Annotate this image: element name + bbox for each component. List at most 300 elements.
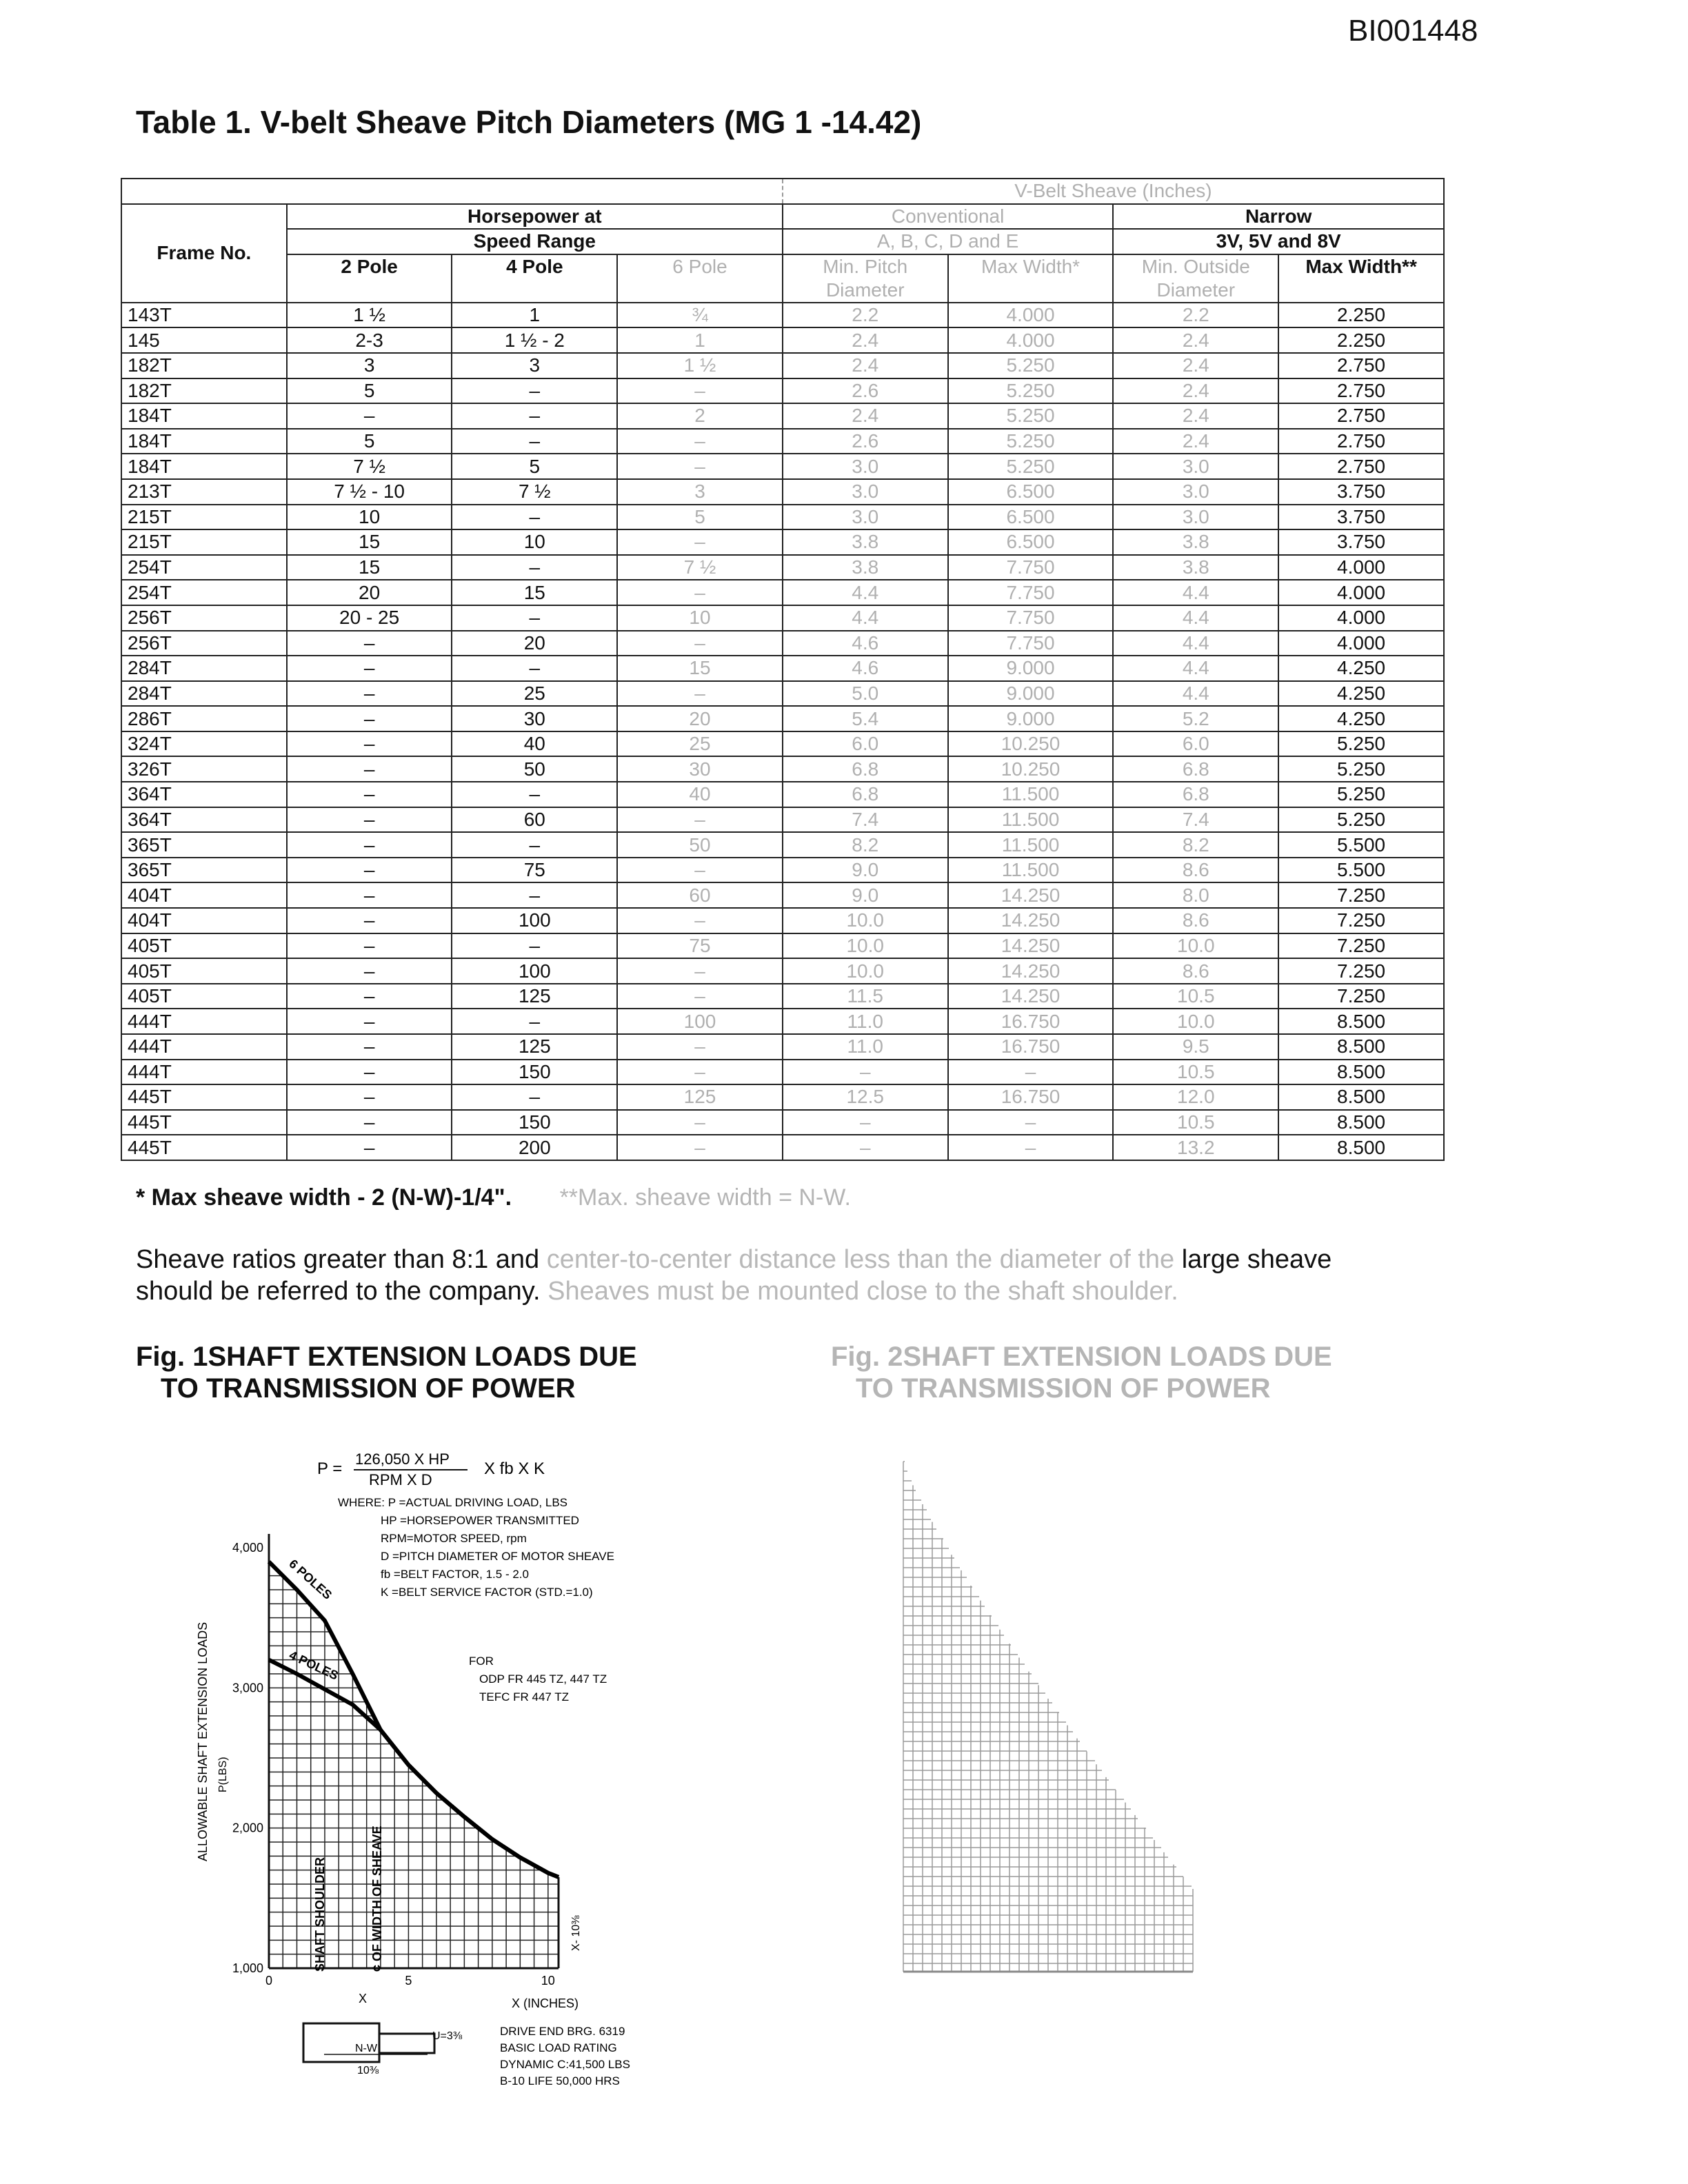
cell-min-pitch: 2.4: [783, 403, 948, 429]
formula-rhs: X fb X K: [484, 1459, 545, 1478]
table-row: [121, 958, 1444, 984]
cell-max-width-conv: –: [948, 1110, 1114, 1135]
cell-min-outside: 6.8: [1113, 782, 1278, 807]
cell-min-outside: 10.0: [1113, 1009, 1278, 1034]
cell-min-outside: 7.4: [1113, 807, 1278, 833]
table-row: [121, 1034, 1444, 1060]
table-row: [121, 933, 1444, 959]
cell-6pole: –: [617, 984, 783, 1009]
cell-min-outside: 2.4: [1113, 403, 1278, 429]
cell-max-width-narrow: 7.250: [1278, 882, 1444, 908]
cell-max-width-narrow: 4.000: [1278, 580, 1444, 605]
cell-6pole: 100: [617, 1009, 783, 1034]
cell-2pole: –: [287, 858, 452, 883]
cell-2pole: 10: [287, 505, 452, 530]
cell-max-width-conv: 11.500: [948, 858, 1114, 883]
footnotes: [136, 1184, 851, 1211]
cell-frame: 286T: [121, 706, 287, 731]
header-min-outside: Min. Outside Diameter: [1113, 254, 1278, 303]
cell-max-width-narrow: 8.500: [1278, 1009, 1444, 1034]
cell-max-width-narrow: 4.250: [1278, 706, 1444, 731]
cell-6pole: 7 ½: [617, 555, 783, 580]
cell-max-width-conv: 10.250: [948, 731, 1114, 757]
cell-4pole: 10: [452, 529, 617, 555]
cell-max-width-conv: 7.750: [948, 555, 1114, 580]
cell-max-width-narrow: 5.250: [1278, 731, 1444, 757]
fig1-title-line1: Fig. 1SHAFT EXTENSION LOADS DUE: [136, 1342, 637, 1372]
y-ticks: [232, 1541, 263, 1975]
cell-min-outside: 2.4: [1113, 429, 1278, 454]
cell-max-width-narrow: 5.250: [1278, 756, 1444, 782]
cell-max-width-narrow: 2.250: [1278, 303, 1444, 328]
cell-max-width-narrow: 5.250: [1278, 782, 1444, 807]
header-6pole: 6 Pole: [617, 254, 783, 303]
cell-frame: 405T: [121, 984, 287, 1009]
cell-max-width-narrow: 5.250: [1278, 807, 1444, 833]
cell-max-width-conv: 5.250: [948, 378, 1114, 404]
cell-max-width-conv: 10.250: [948, 756, 1114, 782]
cell-2pole: –: [287, 1084, 452, 1110]
cell-6pole: 3: [617, 479, 783, 505]
cell-4pole: –: [452, 1009, 617, 1034]
table-row: [121, 908, 1444, 933]
cell-2pole: –: [287, 656, 452, 681]
cell-frame: 184T: [121, 454, 287, 479]
cell-max-width-narrow: 3.750: [1278, 529, 1444, 555]
cell-2pole: –: [287, 1135, 452, 1160]
cell-max-width-narrow: 7.250: [1278, 933, 1444, 959]
table-title: [136, 103, 921, 141]
cell-max-width-conv: 14.250: [948, 908, 1114, 933]
table-body: [121, 303, 1444, 1160]
table-row: [121, 681, 1444, 707]
cell-max-width-conv: 16.750: [948, 1009, 1114, 1034]
table-title-text: Table 1. V-belt Sheave Pitch Diameters (MG 1 -14.42): [136, 104, 922, 140]
cell-min-pitch: 6.0: [783, 731, 948, 757]
cell-6pole: –: [617, 1110, 783, 1135]
where-line: HP =HORSEPOWER TRANSMITTED: [381, 1514, 579, 1527]
cell-min-pitch: 10.0: [783, 958, 948, 984]
for-line: TEFC FR 447 TZ: [479, 1690, 570, 1703]
cell-min-pitch: 4.6: [783, 656, 948, 681]
x-max-label: X- 10⅜: [570, 1915, 582, 1951]
table-row: [121, 984, 1444, 1009]
cell-4pole: 50: [452, 756, 617, 782]
cell-min-outside: 6.8: [1113, 756, 1278, 782]
cell-6pole: –: [617, 958, 783, 984]
dim-length: 10⅜: [357, 2065, 379, 2076]
table-row: [121, 656, 1444, 681]
cell-2pole: 2-3: [287, 327, 452, 353]
para-end-1: large sheave: [1174, 1245, 1332, 1274]
sheave-ratio-note: [136, 1244, 1446, 1307]
sheave-table: [121, 178, 1445, 1161]
cell-min-outside: 4.4: [1113, 656, 1278, 681]
cell-frame: 145: [121, 327, 287, 353]
cell-min-pitch: 10.0: [783, 933, 948, 959]
cell-min-pitch: 3.0: [783, 505, 948, 530]
cell-min-outside: 10.5: [1113, 984, 1278, 1009]
cell-2pole: 5: [287, 378, 452, 404]
cell-6pole: –: [617, 429, 783, 454]
cell-4pole: 1 ½ - 2: [452, 327, 617, 353]
cell-min-outside: 9.5: [1113, 1034, 1278, 1060]
cell-frame: 404T: [121, 882, 287, 908]
table-row: [121, 378, 1444, 404]
table-row: [121, 454, 1444, 479]
cell-max-width-conv: 14.250: [948, 958, 1114, 984]
cell-6pole: –: [617, 858, 783, 883]
header-conventional: Conventional: [783, 204, 1114, 230]
where-line: RPM=MOTOR SPEED, rpm: [381, 1532, 527, 1545]
cell-4pole: 30: [452, 706, 617, 731]
y-axis-unit: P(LBS): [217, 1757, 229, 1792]
cell-min-outside: 10.5: [1113, 1110, 1278, 1135]
cell-4pole: 75: [452, 858, 617, 883]
table-row: [121, 807, 1444, 833]
cell-6pole: –: [617, 908, 783, 933]
shaft-shoulder-label: SHAFT SHOULDER: [313, 1857, 327, 1972]
cell-max-width-narrow: 4.000: [1278, 605, 1444, 631]
y-tick-label: 1,000: [232, 1961, 263, 1975]
cell-min-pitch: 4.4: [783, 605, 948, 631]
table-row: [121, 1084, 1444, 1110]
where-line: WHERE: P =ACTUAL DRIVING LOAD, LBS: [338, 1496, 568, 1509]
cell-2pole: –: [287, 807, 452, 833]
cell-4pole: –: [452, 505, 617, 530]
cell-6pole: 125: [617, 1084, 783, 1110]
cell-min-outside: 8.6: [1113, 908, 1278, 933]
header-conventional-sub: A, B, C, D and E: [783, 229, 1114, 254]
cell-min-outside: 4.4: [1113, 605, 1278, 631]
cell-min-outside: 2.4: [1113, 378, 1278, 404]
cell-max-width-conv: 4.000: [948, 303, 1114, 328]
cell-max-width-narrow: 8.500: [1278, 1110, 1444, 1135]
cell-min-pitch: 4.6: [783, 631, 948, 656]
cell-4pole: 5: [452, 454, 617, 479]
table-row: [121, 756, 1444, 782]
cell-4pole: 7 ½: [452, 479, 617, 505]
cell-max-width-narrow: 7.250: [1278, 958, 1444, 984]
cell-6pole: 1 ½: [617, 353, 783, 378]
cell-max-width-narrow: 4.000: [1278, 631, 1444, 656]
cell-6pole: ¾: [617, 303, 783, 328]
for-line: ODP FR 445 TZ, 447 TZ: [479, 1672, 607, 1686]
cell-max-width-conv: 16.750: [948, 1084, 1114, 1110]
cell-max-width-conv: 7.750: [948, 580, 1114, 605]
header-max-width-narrow: Max Width**: [1278, 254, 1444, 303]
para-faded-2: Sheaves must be mounted close to the shaft shoulder.: [547, 1277, 1178, 1306]
cell-max-width-conv: 11.500: [948, 832, 1114, 858]
cell-max-width-narrow: 2.750: [1278, 403, 1444, 429]
cell-frame: 444T: [121, 1060, 287, 1085]
cell-min-outside: 4.4: [1113, 580, 1278, 605]
cell-2pole: –: [287, 933, 452, 959]
para-part-2: should be referred to the company.: [136, 1277, 548, 1306]
table-row: [121, 505, 1444, 530]
cell-frame: 405T: [121, 933, 287, 959]
cell-min-outside: 3.8: [1113, 555, 1278, 580]
cell-max-width-narrow: 2.750: [1278, 378, 1444, 404]
cell-max-width-conv: 14.250: [948, 882, 1114, 908]
cell-min-pitch: 2.6: [783, 378, 948, 404]
cell-max-width-conv: 5.250: [948, 454, 1114, 479]
cell-2pole: 5: [287, 429, 452, 454]
cell-2pole: –: [287, 631, 452, 656]
cell-min-pitch: 3.0: [783, 454, 948, 479]
where-line: D =PITCH DIAMETER OF MOTOR SHEAVE: [381, 1550, 614, 1563]
cell-6pole: –: [617, 681, 783, 707]
cell-min-outside: 5.2: [1113, 706, 1278, 731]
cell-min-pitch: 8.2: [783, 832, 948, 858]
cell-max-width-narrow: 5.500: [1278, 832, 1444, 858]
table-row: [121, 1060, 1444, 1085]
cell-4pole: –: [452, 832, 617, 858]
table-row: [121, 479, 1444, 505]
cell-min-pitch: –: [783, 1110, 948, 1135]
cell-6pole: 15: [617, 656, 783, 681]
cell-4pole: –: [452, 933, 617, 959]
cell-max-width-conv: –: [948, 1135, 1114, 1160]
table-row: [121, 1135, 1444, 1160]
cell-2pole: 1 ½: [287, 303, 452, 328]
cell-frame: 444T: [121, 1009, 287, 1034]
table-row: [121, 631, 1444, 656]
table-row: [121, 882, 1444, 908]
series-6-poles: [269, 1561, 559, 1877]
cell-4pole: –: [452, 555, 617, 580]
cell-max-width-conv: 5.250: [948, 429, 1114, 454]
cell-4pole: –: [452, 429, 617, 454]
cell-4pole: –: [452, 378, 617, 404]
cell-2pole: 20 - 25: [287, 605, 452, 631]
cell-min-pitch: –: [783, 1060, 948, 1085]
cell-max-width-conv: 6.500: [948, 505, 1114, 530]
cell-max-width-narrow: 4.250: [1278, 681, 1444, 707]
cell-4pole: –: [452, 882, 617, 908]
bearing-line: BASIC LOAD RATING: [500, 2041, 617, 2054]
header-min-pitch: Min. Pitch Diameter: [783, 254, 948, 303]
cell-6pole: 5: [617, 505, 783, 530]
cell-4pole: 125: [452, 1034, 617, 1060]
cell-2pole: –: [287, 403, 452, 429]
cell-min-pitch: 3.0: [783, 479, 948, 505]
cell-6pole: –: [617, 378, 783, 404]
where-line: fb =BELT FACTOR, 1.5 - 2.0: [381, 1568, 529, 1581]
cell-max-width-narrow: 8.500: [1278, 1135, 1444, 1160]
cell-4pole: 25: [452, 681, 617, 707]
fig2-grid: [903, 1462, 1193, 1972]
y-tick-label: 2,000: [232, 1821, 263, 1835]
fig2-title: [831, 1341, 1332, 1404]
cell-max-width-narrow: 8.500: [1278, 1084, 1444, 1110]
cell-2pole: –: [287, 782, 452, 807]
cell-6pole: –: [617, 529, 783, 555]
table-row: [121, 580, 1444, 605]
cell-min-outside: 8.6: [1113, 958, 1278, 984]
table-row: [121, 782, 1444, 807]
cell-frame: 215T: [121, 505, 287, 530]
cell-min-pitch: 3.8: [783, 529, 948, 555]
width-label: ¢ OF WIDTH OF SHEAVE: [370, 1826, 384, 1972]
cell-frame: 445T: [121, 1135, 287, 1160]
cell-min-pitch: 3.8: [783, 555, 948, 580]
cell-2pole: –: [287, 984, 452, 1009]
cell-2pole: –: [287, 756, 452, 782]
table-row: [121, 706, 1444, 731]
curve-6-label: 6 POLES: [286, 1557, 335, 1602]
cell-4pole: –: [452, 403, 617, 429]
cell-4pole: 100: [452, 958, 617, 984]
bearing-line: B-10 LIFE 50,000 HRS: [500, 2074, 620, 2087]
cell-max-width-narrow: 8.500: [1278, 1034, 1444, 1060]
cell-4pole: –: [452, 656, 617, 681]
cell-max-width-conv: 9.000: [948, 706, 1114, 731]
cell-max-width-conv: 7.750: [948, 605, 1114, 631]
fig1-chart: [186, 1434, 738, 2110]
cell-frame: 324T: [121, 731, 287, 757]
cell-min-pitch: 2.6: [783, 429, 948, 454]
cell-2pole: 15: [287, 555, 452, 580]
cell-6pole: –: [617, 1135, 783, 1160]
cell-4pole: 15: [452, 580, 617, 605]
cell-frame: 284T: [121, 656, 287, 681]
cell-2pole: 20: [287, 580, 452, 605]
cell-4pole: –: [452, 605, 617, 631]
cell-2pole: 3: [287, 353, 452, 378]
cell-4pole: 200: [452, 1135, 617, 1160]
header-hp-2: Speed Range: [287, 229, 783, 254]
cell-2pole: –: [287, 958, 452, 984]
cell-max-width-conv: 7.750: [948, 631, 1114, 656]
cell-min-pitch: 9.0: [783, 858, 948, 883]
cell-2pole: –: [287, 1110, 452, 1135]
y-axis-label: ALLOWABLE SHAFT EXTENSION LOADS: [196, 1621, 210, 1861]
formula-lhs: P =: [317, 1459, 343, 1478]
cell-max-width-narrow: 8.500: [1278, 1060, 1444, 1085]
cell-6pole: 60: [617, 882, 783, 908]
cell-min-outside: 10.0: [1113, 933, 1278, 959]
cell-min-outside: 3.0: [1113, 505, 1278, 530]
cell-frame: 182T: [121, 353, 287, 378]
cell-min-pitch: 5.4: [783, 706, 948, 731]
x-tick-label: 0: [265, 1974, 273, 1988]
cell-frame: 326T: [121, 756, 287, 782]
cell-frame: 184T: [121, 403, 287, 429]
cell-2pole: –: [287, 731, 452, 757]
cell-2pole: –: [287, 1060, 452, 1085]
cell-6pole: 25: [617, 731, 783, 757]
cell-frame: 254T: [121, 580, 287, 605]
cell-frame: 284T: [121, 681, 287, 707]
cell-frame: 365T: [121, 832, 287, 858]
cell-min-pitch: 2.2: [783, 303, 948, 328]
header-narrow-sub: 3V, 5V and 8V: [1113, 229, 1444, 254]
cell-frame: 445T: [121, 1110, 287, 1135]
cell-frame: 364T: [121, 807, 287, 833]
cell-max-width-conv: 5.250: [948, 353, 1114, 378]
cell-min-outside: 4.4: [1113, 631, 1278, 656]
cell-frame: 182T: [121, 378, 287, 404]
cell-min-outside: 12.0: [1113, 1084, 1278, 1110]
cell-6pole: –: [617, 1060, 783, 1085]
cell-2pole: –: [287, 1009, 452, 1034]
cell-4pole: –: [452, 1084, 617, 1110]
formula-den: RPM X D: [369, 1471, 432, 1488]
cell-4pole: 3: [452, 353, 617, 378]
x-tick-label: 10: [541, 1974, 555, 1988]
cell-6pole: 40: [617, 782, 783, 807]
cell-6pole: 10: [617, 605, 783, 631]
cell-min-pitch: 4.4: [783, 580, 948, 605]
cell-max-width-narrow: 4.000: [1278, 555, 1444, 580]
fig1-title: [136, 1341, 637, 1404]
table-row: [121, 529, 1444, 555]
cell-min-pitch: 5.0: [783, 681, 948, 707]
cell-min-outside: 4.4: [1113, 681, 1278, 707]
shaft-sketch: [379, 2034, 434, 2053]
cell-min-pitch: 6.8: [783, 782, 948, 807]
y-tick-label: 4,000: [232, 1541, 263, 1555]
cell-min-outside: 8.0: [1113, 882, 1278, 908]
cell-frame: 184T: [121, 429, 287, 454]
cell-frame: 256T: [121, 605, 287, 631]
cell-min-pitch: 7.4: [783, 807, 948, 833]
cell-4pole: 150: [452, 1060, 617, 1085]
cell-max-width-conv: 11.500: [948, 807, 1114, 833]
cell-4pole: 125: [452, 984, 617, 1009]
cell-frame: 256T: [121, 631, 287, 656]
table-row: [121, 403, 1444, 429]
cell-min-pitch: 11.0: [783, 1034, 948, 1060]
cell-6pole: –: [617, 454, 783, 479]
cell-min-outside: 2.4: [1113, 353, 1278, 378]
fig1-title-line2: TO TRANSMISSION OF POWER: [161, 1373, 576, 1404]
cell-6pole: 30: [617, 756, 783, 782]
cell-2pole: –: [287, 882, 452, 908]
cell-6pole: –: [617, 580, 783, 605]
cell-min-outside: 6.0: [1113, 731, 1278, 757]
cell-max-width-narrow: 4.250: [1278, 656, 1444, 681]
chart-series: [269, 1561, 559, 1877]
cell-frame: 254T: [121, 555, 287, 580]
cell-max-width-conv: 11.500: [948, 782, 1114, 807]
cell-max-width-narrow: 2.750: [1278, 454, 1444, 479]
cell-max-width-narrow: 5.500: [1278, 858, 1444, 883]
header-vbelt: V-Belt Sheave (Inches): [783, 179, 1444, 204]
cell-max-width-narrow: 7.250: [1278, 908, 1444, 933]
cell-frame: 215T: [121, 529, 287, 555]
cell-min-outside: 2.4: [1113, 327, 1278, 353]
cell-min-outside: 3.0: [1113, 454, 1278, 479]
table-row: [121, 327, 1444, 353]
cell-2pole: –: [287, 908, 452, 933]
fig2-chart: [821, 1420, 1345, 2103]
cell-max-width-narrow: 3.750: [1278, 505, 1444, 530]
table-row: [121, 429, 1444, 454]
cell-6pole: 75: [617, 933, 783, 959]
cell-frame: 143T: [121, 303, 287, 328]
header-4pole: 4 Pole: [452, 254, 617, 303]
header-narrow: Narrow: [1113, 204, 1444, 230]
header-hp-1: Horsepower at: [287, 204, 783, 230]
x-axis-label: X (INCHES): [512, 1996, 579, 2010]
cell-max-width-conv: 16.750: [948, 1034, 1114, 1060]
cell-max-width-narrow: 3.750: [1278, 479, 1444, 505]
cell-frame: 444T: [121, 1034, 287, 1060]
cell-frame: 365T: [121, 858, 287, 883]
cell-4pole: 150: [452, 1110, 617, 1135]
